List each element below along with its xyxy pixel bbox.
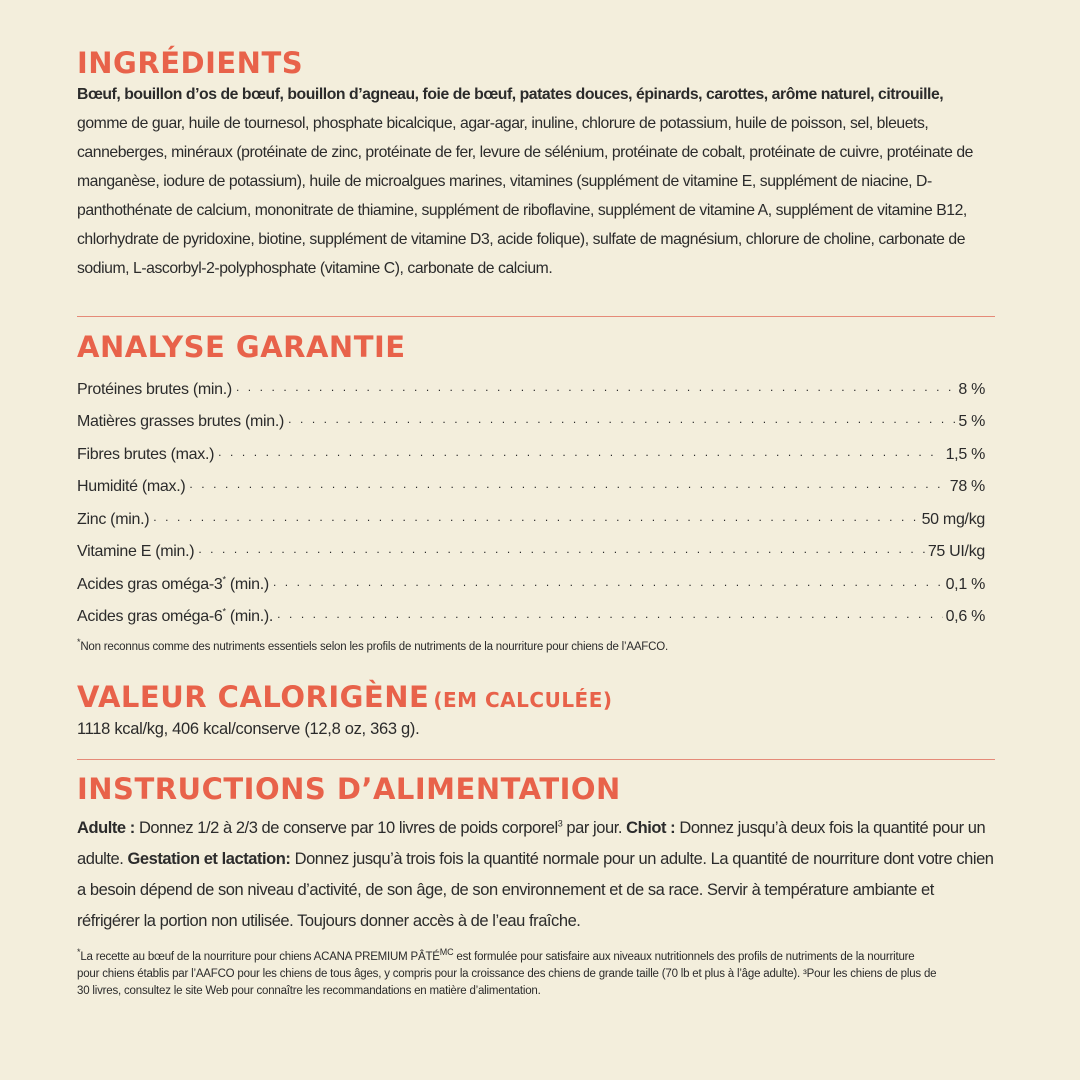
analysis-row (77, 399, 985, 432)
analysis-label: Vitamine E (min.) (77, 543, 195, 560)
analysis-value: 8 % (958, 380, 985, 398)
analysis-row (77, 594, 985, 627)
calorie-heading: VALEUR CALORIGÈNE (EM CALCULÉE) (77, 680, 613, 714)
analysis-footnote: *Non reconnus comme des nutriments essentiels selon les profils de nutriments de la nourriture pour chiens de l’AAFCO. (77, 637, 668, 653)
analysis-value: 78 % (949, 478, 985, 495)
dot-leader (236, 380, 955, 394)
analysis-row (77, 561, 985, 594)
adult-label: Adulte : (77, 819, 135, 837)
analysis-row (77, 431, 985, 464)
guaranteed-analysis-table (77, 366, 985, 626)
analysis-label: Fibres brutes (max.) (77, 445, 215, 463)
analysis-row (77, 464, 985, 497)
analysis-label: Matières grasses brutes (min.) (77, 413, 285, 430)
calorie-subheading: (EM CALCULÉE) (433, 688, 613, 712)
divider (77, 759, 995, 760)
gestation-label: Gestation et lactation: (127, 850, 291, 868)
analysis-value: 5 % (958, 413, 985, 430)
dot-leader (218, 445, 942, 459)
analysis-value: 75 UI/kg (927, 543, 985, 560)
footer-footnote: *La recette au bœuf de la nourriture pour chiens ACANA PREMIUM $PÂTÉ^{MC}$ est formulée pour satisfaire aux niveaux nutritionnels des profils de nutriments de la nourriture pour chiens établis par l’AAFCO pour les chiens de tous âges, y compris pour la croissance des chiens de grande taille (70 lb et plus à l’âge adulte). ³Pour les chiens de plus de 30 livres, consultez le site Web pour connaître les recommandations en matière d’alimentation. (77, 947, 937, 997)
analysis-label: Humidité (max.) (77, 478, 186, 495)
analysis-label: Protéines brutes (min.) (77, 380, 232, 398)
feeding-heading: INSTRUCTIONS D’ALIMENTATION (77, 772, 621, 806)
analysis-value: 0,1 % (945, 575, 985, 593)
dot-leader (277, 607, 943, 621)
ingredients-heading: INGRÉDIENTS (77, 46, 304, 80)
analysis-row (77, 529, 985, 562)
analysis-label: Acides gras oméga-3* (min.) (77, 574, 269, 593)
analysis-value: 1,5 % (945, 445, 985, 463)
analysis-row (77, 366, 985, 399)
puppy-label: Chiot : (626, 819, 676, 837)
feeding-instructions: Adulte : Donnez 1/2 à 2/3 de conserve par 10 livres de poids corporel$^3$ par jour. Chiot : Donnez jusqu’à deux fois la quantité pour un adulte. Gestation et lactation: Donnez jusqu’à trois fois la quantité normale pour un adulte. La quantité de nourriture dont votre chien a besoin dépend de son niveau d’activité, de son âge, de son environnement et de sa race. Servir à température ambiante et réfrigérer la portion non utilisée. Toujours donner accès à de l’eau fraîche. (77, 818, 994, 930)
ingredients-rest: gomme de guar, huile de tournesol, phosphate bicalcique, agar-agar, inuline, chlorure de potassium, huile de poisson, sel, bleuets, canneberges, minéraux (protéinate de zinc, protéinate de fer, levure de sélénium, protéinate de cobalt, protéinate de cuivre, protéinate de manganèse, iodure de potassium), huile de microalgues marines, vitamines (supplément de vitamine E, supplément de niacine, D-panthothénate de calcium, mononitrate de thiamine, supplément de riboflavine, supplément de vitamine A, supplément de vitamine B12, chlorhydrate de pyridoxine, biotine, supplément de vitamine D3, acide folique), sulfate de magnésium, chlorure de choline, carbonate de sodium, L-ascorbyl-2-polyphosphate (vitamine C), carbonate de calcium. (77, 115, 973, 277)
analysis-value: 0,6 % (945, 608, 985, 625)
dot-leader (198, 542, 925, 556)
dot-leader (273, 575, 943, 589)
dot-leader (153, 510, 918, 524)
analysis-heading: ANALYSE GARANTIE (77, 330, 406, 364)
divider (77, 316, 995, 317)
analysis-row (77, 496, 985, 529)
calorie-value: 1118 kcal/kg, 406 kcal/conserve (12,8 oz, 363 g). (77, 720, 420, 738)
analysis-value: 50 mg/kg (921, 510, 985, 528)
analysis-label: Zinc (min.) (77, 510, 150, 528)
dot-leader (189, 477, 946, 491)
analysis-label: Acides gras oméga-6* (min.). (77, 606, 274, 625)
ingredients-list (77, 80, 993, 283)
dot-leader (288, 412, 955, 426)
ingredients-bold-part: Bœuf, bouillon d’os de bœuf, bouillon d’agneau, foie de bœuf, patates douces, épinards, carottes, arôme naturel, citrouille, (77, 86, 944, 103)
